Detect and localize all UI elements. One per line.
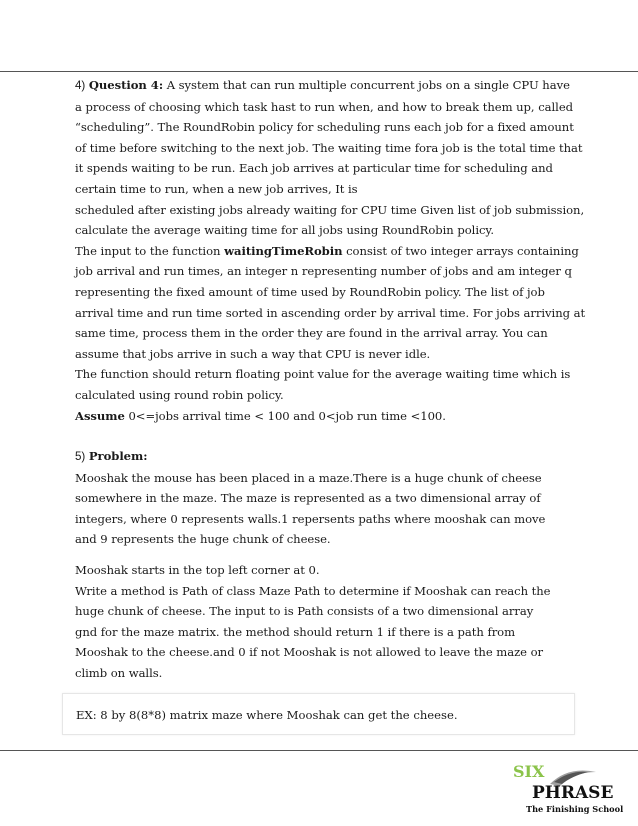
section-gap — [75, 426, 575, 446]
question4-more-line-0: job arrival and run times, an integer n representing number of jobs and am integer q — [75, 264, 572, 279]
problem5-para1-line-3: and 9 represents the huge chunk of cheese. — [75, 532, 331, 547]
problem5-label: Problem: — [88, 449, 148, 464]
problem5-para1-line-1: somewhere in the maze. The maze is represented as a two dimensional array of — [75, 491, 541, 506]
function-name: waitingTimeRobin — [224, 243, 343, 258]
question4-more-line-5: The function should return floating point value for the average waiting time which is — [75, 367, 571, 382]
example-text: EX: 8 by 8(8*8) matrix maze where Mooshak can get the cheese. — [76, 708, 458, 722]
question4-input-suffix: consist of two integer arrays containing — [342, 243, 579, 258]
problem5-heading-line — [75, 446, 575, 468]
question4-more-line-6: calculated using round robin policy. — [75, 387, 284, 402]
example-box — [62, 693, 575, 735]
document-body — [75, 75, 586, 684]
assume-line — [75, 406, 575, 427]
question4-line-5: certain time to run, when a new job arrives, It is — [75, 181, 358, 196]
problem5-para2-line-5: climb on walls. — [75, 666, 163, 681]
question4-line-6: scheduled after existing jobs already waiting for CPU time Given list of job submission, — [75, 202, 585, 217]
question4-input-prefix: The input to the function — [75, 243, 225, 258]
paragraph-gap — [75, 550, 575, 560]
question4-input-line — [75, 241, 579, 262]
question4-line-7: calculate the average waiting time for all jobs using RoundRobin policy. — [75, 223, 495, 238]
logo-phrase-text: PHRASE — [532, 783, 614, 803]
header-rule — [0, 71, 638, 72]
question4-more-line-1: representing the fixed amount of time used by RoundRobin policy. The list of job — [75, 284, 545, 299]
assume-text: 0<=jobs arrival time < 100 and 0<job run time <100. — [124, 408, 446, 423]
question4-number: 4) — [75, 79, 86, 92]
question4-line-0: A system that can run multiple concurrent jobs on a single CPU have — [166, 78, 570, 92]
problem5-para2-line-2: huge chunk of cheese. The input to is Path consists of a two dimensional array — [75, 604, 534, 619]
problem5-para2-line-1: Write a method is Path of class Maze Path to determine if Mooshak can reach the — [75, 583, 551, 598]
problem5-para2-line-4: Mooshak to the cheese.and 0 if not Mooshak is not allowed to leave the maze or — [75, 645, 544, 660]
question4-more-line-3: same time, process them in the order they are found in the arrival array. You can — [75, 326, 548, 341]
problem5-para1-line-2: integers, where 0 represents walls.1 repersents paths where mooshak can move — [75, 511, 546, 526]
question4-heading-line — [75, 75, 575, 97]
question4-line-1: a process of choosing which task hast to run when, and how to break them up, called — [75, 99, 574, 114]
question4-line-2: “scheduling”. The RoundRobin policy for scheduling runs each job for a fixed amount — [75, 120, 574, 135]
sixphrase-logo — [512, 760, 630, 816]
logo-tagline-text: The Finishing School — [526, 804, 624, 814]
question4-label: Question 4: — [88, 78, 164, 92]
question4-line-3: of time before switching to the next job. The waiting time fora job is the total time that — [75, 140, 583, 155]
question4-more-line-4: assume that jobs arrive in such a way that CPU is never idle. — [75, 346, 431, 361]
problem5-number: 5) — [75, 450, 86, 464]
problem5-para1-line-0: Mooshak the mouse has been placed in a maze.There is a huge chunk of cheese — [75, 470, 542, 485]
question4-more-line-2: arrival time and run time sorted in ascending order by arrival time. For jobs arriving at — [75, 305, 586, 320]
logo-six-text: SIX — [513, 762, 545, 781]
question4-line-4: it spends waiting to be run. Each job arrives at particular time for scheduling and — [75, 161, 553, 176]
footer-rule — [0, 750, 638, 751]
problem5-para2-line-3: gnd for the maze matrix. the method should return 1 if there is a path from — [75, 624, 516, 639]
problem5-para2-line-0: Mooshak starts in the top left corner at 0. — [75, 563, 320, 578]
assume-label: Assume — [75, 408, 125, 423]
